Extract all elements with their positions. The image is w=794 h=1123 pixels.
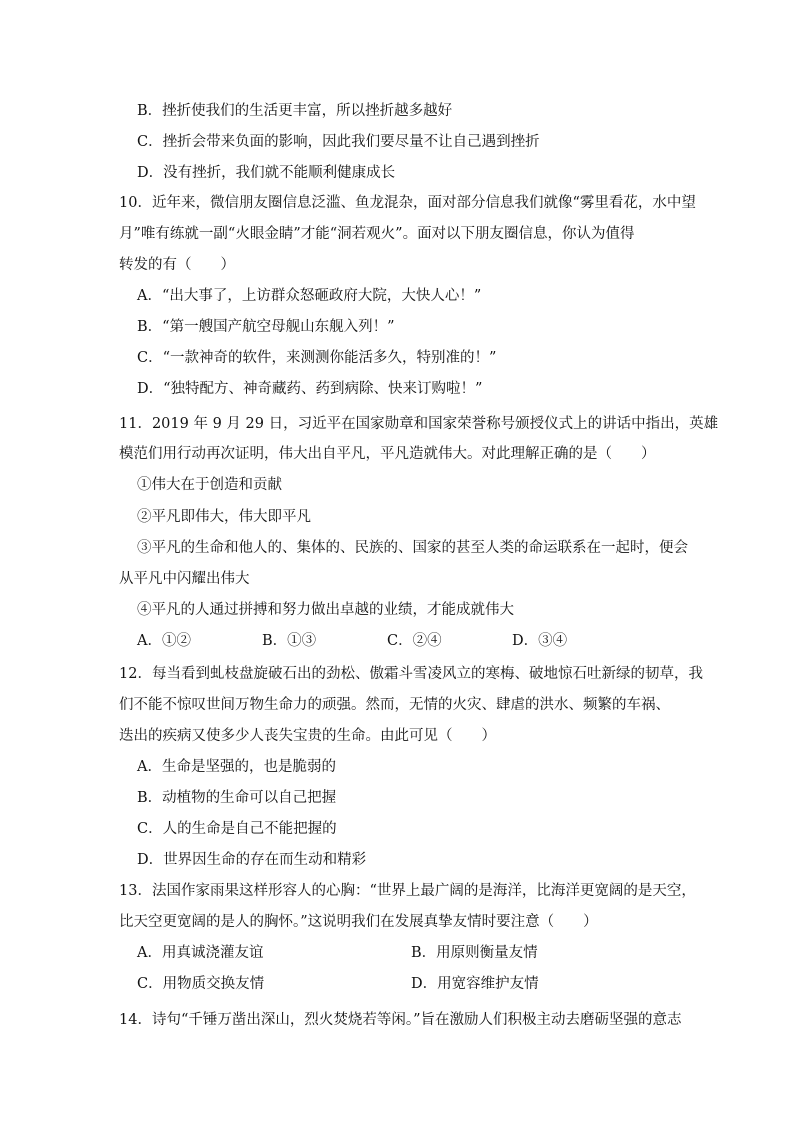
q10-stem-line1: 10．近年来，微信朋友圈信息泛滥、鱼龙混杂，面对部分信息我们就像“雾里看花，水中望 xyxy=(119,195,696,211)
q13-option-a: A．用真诚浇灌友谊 xyxy=(137,945,264,961)
q12-stem-line2: 们不能不惊叹世间万物生命力的顽强。然而，无情的火灾、肆虐的洪水、频繁的车祸、 xyxy=(119,697,670,713)
q9-option-d: D．没有挫折，我们就不能顺利健康成长 xyxy=(137,165,396,181)
q10-option-d: D．“独特配方、神奇藏药、药到病除、快来订购啦！” xyxy=(137,381,483,397)
q12-option-b: B．动植物的生命可以自己把握 xyxy=(137,790,337,806)
q11-statement-4: ④平凡的人通过拼搏和努力做出卓越的业绩，才能成就伟大 xyxy=(137,602,514,618)
q12-option-d: D．世界因生命的存在而生动和精彩 xyxy=(137,852,367,868)
q11-statement-3b: 从平凡中闪耀出伟大 xyxy=(119,571,250,587)
q10-stem-line3: 转发的有（ ） xyxy=(119,257,235,273)
q12-stem-line1: 12．每当看到虬枝盘旋破石出的劲松、傲霜斗雪凌风立的寒梅、破地惊石吐新绿的韧草，我 xyxy=(119,666,703,682)
q13-option-d: D．用宽容维护友情 xyxy=(411,976,539,992)
q9-option-b: B．挫折使我们的生活更丰富，所以挫折越多越好 xyxy=(137,103,453,119)
q12-stem-line3: 迭出的疾病又使多少人丧失宝贵的生命。由此可见（ ） xyxy=(119,728,496,744)
q11-statement-2: ②平凡即伟大，伟大即平凡 xyxy=(137,509,311,525)
q11-options xyxy=(137,631,637,651)
q11-option-c: C．②④ xyxy=(387,633,442,649)
q12-option-c: C．人的生命是自己不能把握的 xyxy=(137,821,337,837)
q13-option-c: C．用物质交换友情 xyxy=(137,976,265,992)
q10-option-b: B．“第一艘国产航空母舰山东舰入列！” xyxy=(137,319,395,335)
q13-stem-line2: 比天空更宽阔的是人的胸怀。”这说明我们在发展真挚友情时要注意（ ） xyxy=(119,914,598,930)
q11-option-a: A．①② xyxy=(137,633,191,649)
q11-option-d: D．③④ xyxy=(512,633,568,649)
q11-option-b: B．①③ xyxy=(262,633,317,649)
q11-stem-line2: 模范们用行动再次证明，伟大出自平凡，平凡造就伟大。对此理解正确的是（ ） xyxy=(119,446,656,462)
q10-option-a: A．“出大事了，上访群众怒砸政府大院，大快人心！” xyxy=(137,288,482,304)
q12-option-a: A．生命是坚强的，也是脆弱的 xyxy=(137,759,336,775)
q11-statement-3a: ③平凡的生命和他人的、集体的、民族的、国家的甚至人类的命运联系在一起时，便会 xyxy=(137,540,688,556)
q13-stem-line1: 13．法国作家雨果这样形容人的心胸：“世界上最广阔的是海洋，比海洋更宽阔的是天空， xyxy=(119,883,696,899)
q10-option-c: C．“一款神奇的软件，来测测你能活多久，特别准的！” xyxy=(137,350,497,366)
q9-option-c: C．挫折会带来负面的影响，因此我们要尽量不让自己遇到挫折 xyxy=(137,134,540,150)
q11-statement-1: ①伟大在于创造和贡献 xyxy=(137,477,282,493)
q13-option-b: B．用原则衡量友情 xyxy=(411,945,538,961)
q10-stem-line2: 月”唯有练就一副“火眼金睛”才能“洞若观火”。面对以下朋友圈信息，你认为值得 xyxy=(119,226,635,242)
q11-stem-line1: 11．2019 年 9 月 29 日，习近平在国家勋章和国家荣誉称号颁授仪式上的讲话中指出，英雄 xyxy=(119,416,719,432)
q14-stem-line1: 14．诗句“千锤万凿出深山，烈火焚烧若等闲。”旨在激励人们积极主动去磨砺坚强的意志 xyxy=(119,1012,682,1028)
